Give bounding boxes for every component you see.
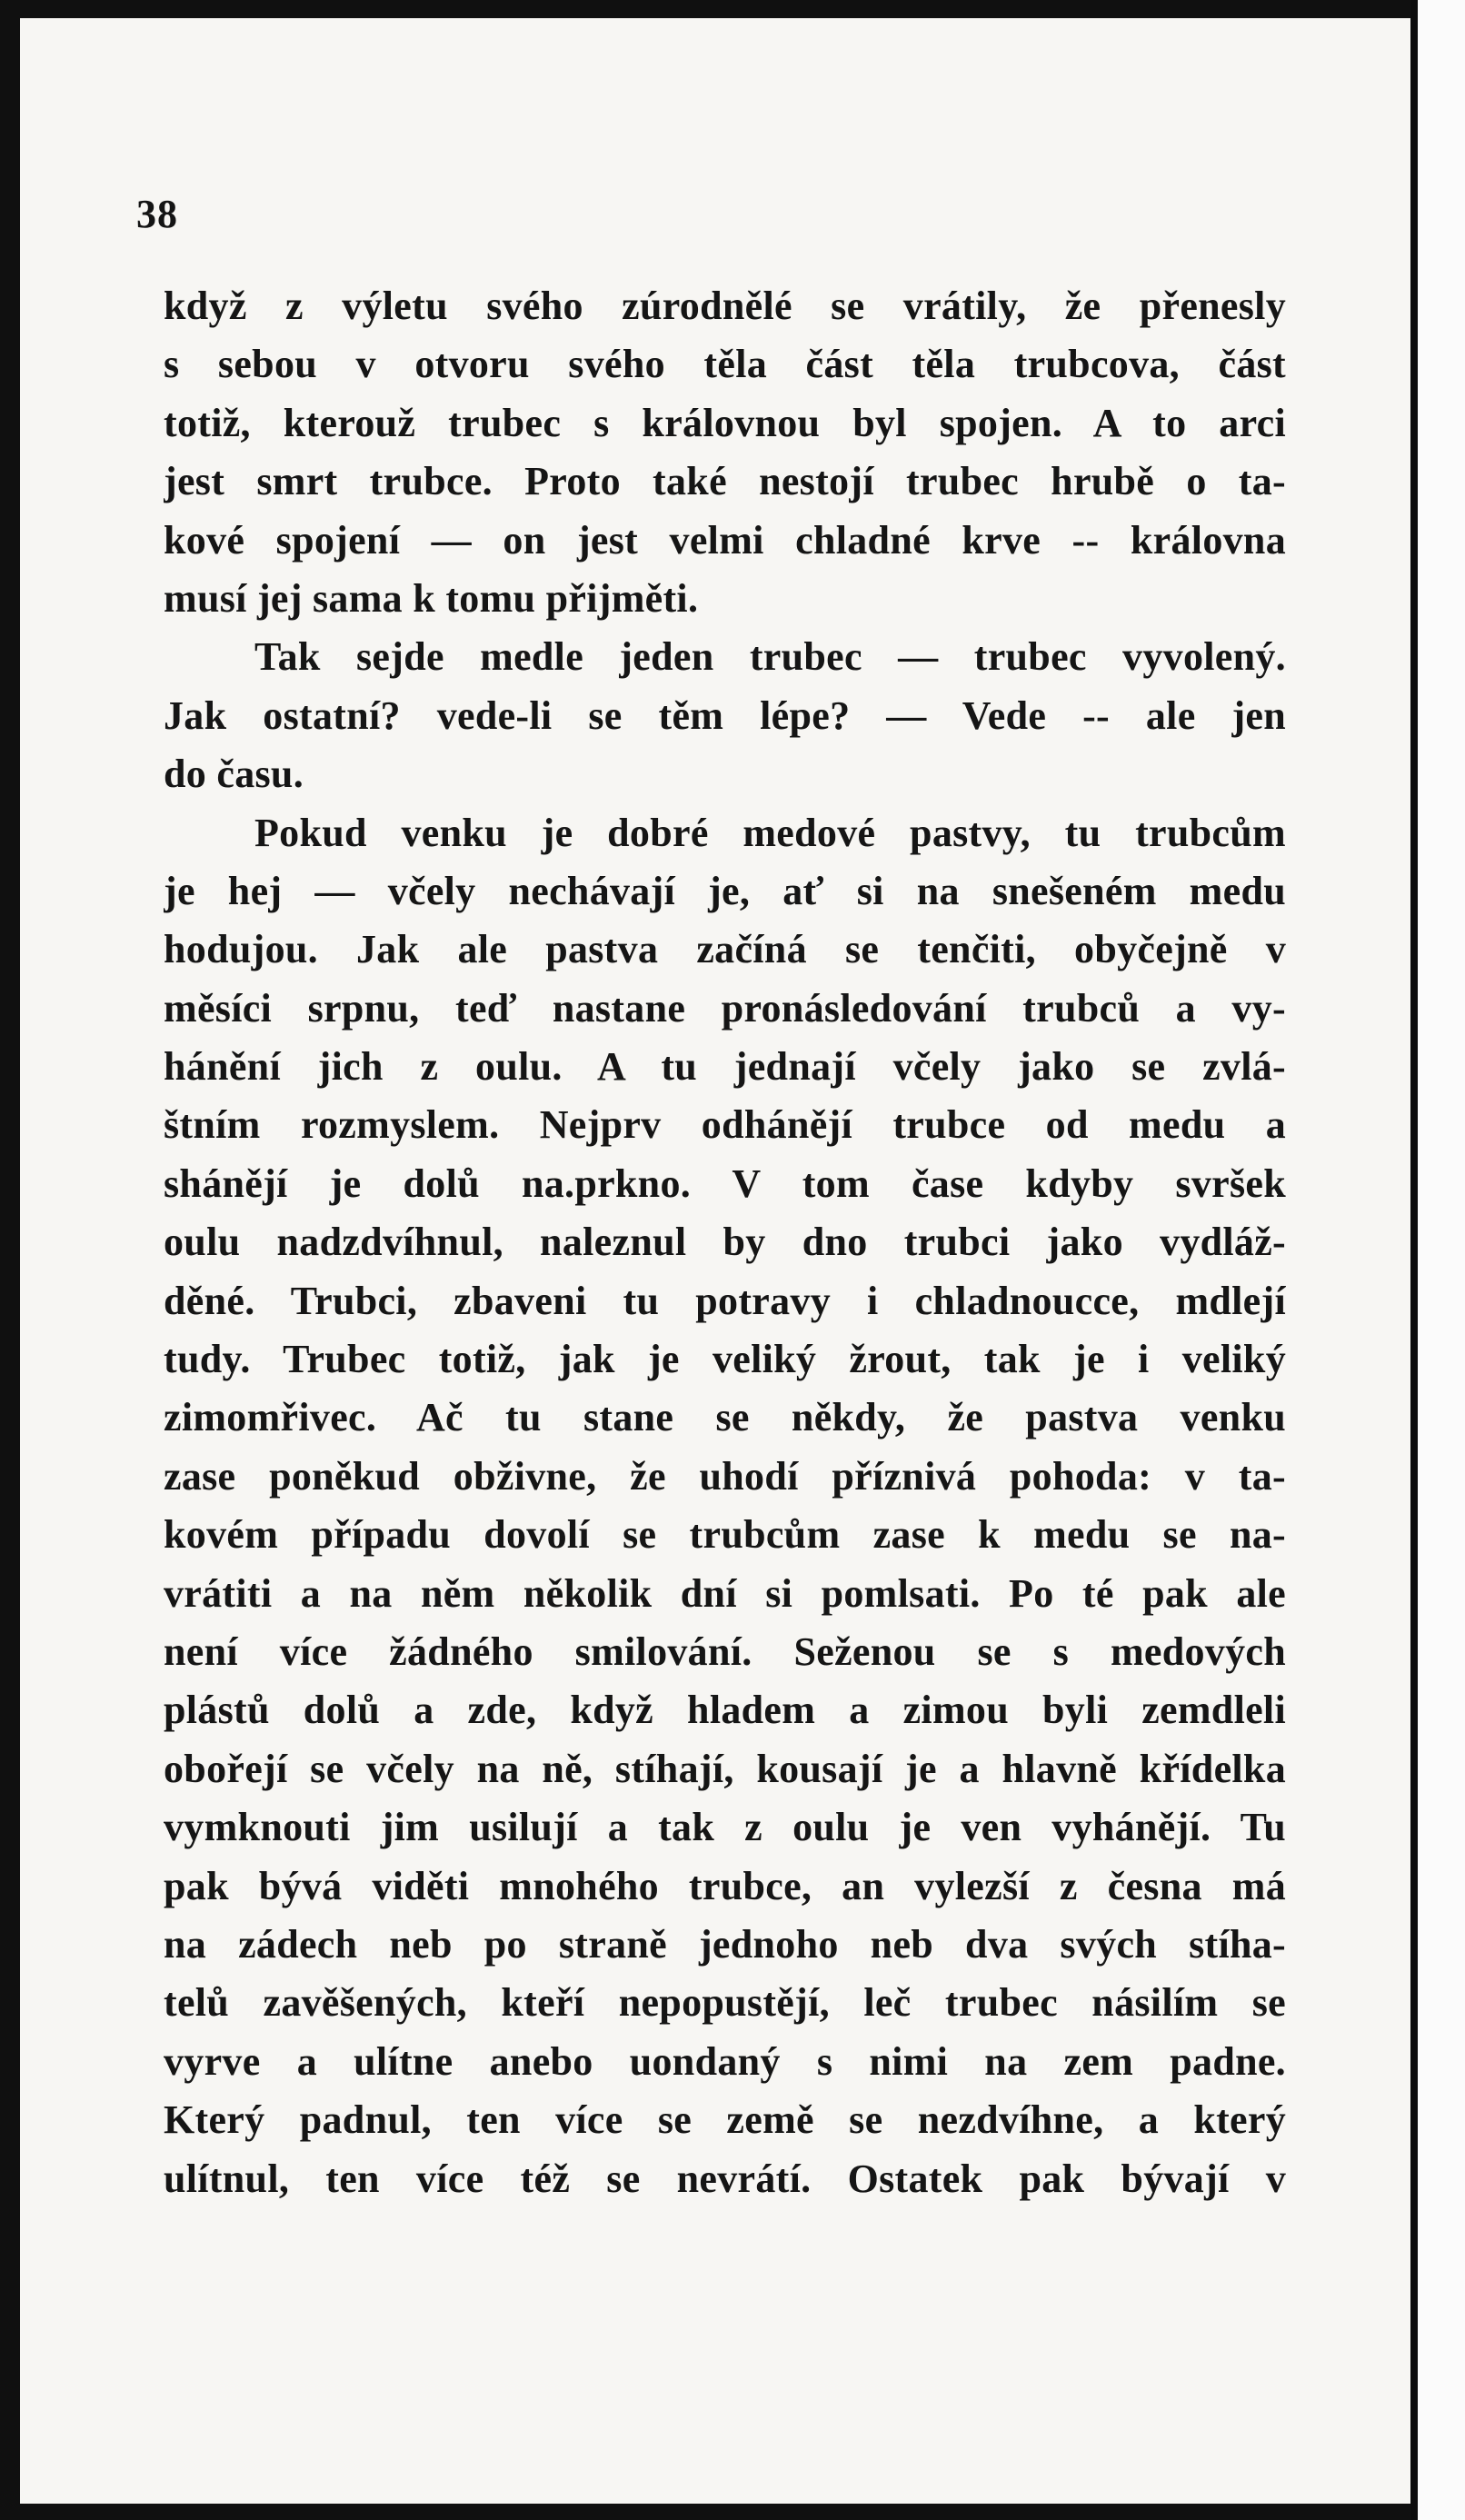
text-line: tudy. Trubec totiž, jak je veliký žrout, tak je i veliký: [164, 1337, 1286, 1382]
text-line: zimomřivec. Ač tu stane se někdy, že pastva venku: [164, 1395, 1286, 1440]
text-line: měsíci srpnu, teď nastane pronásledování trubců a vy-: [164, 985, 1286, 1031]
text-line: kové spojení — on jest velmi chladné krve -- královna: [164, 517, 1286, 563]
text-line: štním rozmyslem. Nejprv odhánějí trubce od medu a: [164, 1102, 1286, 1148]
text-line: totiž, kterouž trubec s královnou byl spojen. A to arci: [164, 400, 1286, 445]
text-line: do času.: [164, 752, 304, 797]
text-line: musí jej sama k tomu přijměti.: [164, 575, 699, 621]
text-line: Který padnul, ten více se země se nezdvíhne, a který: [164, 2097, 1286, 2143]
text-line: když z výletu svého zúrodnělé se vrátily, že přenesly: [164, 284, 1286, 328]
text-line: Pokud venku je dobré medové pastvy, tu trubcům: [254, 810, 1286, 855]
text-line: pak bývá viděti mnohého trubce, an vylezší z česna má: [164, 1863, 1286, 1908]
text-line: hodujou. Jak ale pastva začíná se tenčiti, obyčejně v: [164, 927, 1286, 972]
text-line: vyrve a ulítne anebo uondaný s nimi na zem padne.: [164, 2038, 1286, 2084]
page-number: 38: [136, 192, 178, 236]
text-line: Tak sejde medle jeden trubec — trubec vyvolený.: [254, 634, 1286, 680]
text-line: zase poněkud obživne, že uhodí příznivá pohoda: v ta-: [164, 1453, 1286, 1499]
text-line: shánějí je dolů na.prkno. V tom čase kdyby svršek: [164, 1160, 1286, 1206]
text-line: kovém případu dovolí se trubcům zase k medu se na-: [164, 1512, 1286, 1558]
text-line: obořejí se včely na ně, stíhají, kousají je a hlavně křídelka: [164, 1746, 1286, 1791]
text-line: oulu nadzdvíhnul, naleznul by dno trubci jako vydláž-: [164, 1220, 1286, 1265]
text-line: je hej — včely nechávají je, ať si na snešeném medu: [164, 868, 1286, 913]
text-line: plástů dolů a zde, když hladem a zimou byli zemdleli: [164, 1688, 1286, 1733]
text-line: děné. Trubci, zbaveni tu potravy i chladnoucce, mdlejí: [164, 1278, 1286, 1323]
text-line: Jak ostatní? vede-li se těm lépe? — Vede -- ale jen: [164, 692, 1286, 738]
text-line: vrátiti a na něm několik dní si pomlsati. Po té pak ale: [164, 1570, 1286, 1616]
text-line: jest smrt trubce. Proto také nestojí trubec hrubě o ta-: [164, 459, 1286, 504]
text-line: ulítnul, ten více též se nevrátí. Ostatek pak bývají v: [164, 2156, 1286, 2201]
text-line: hánění jich z oulu. A tu jednají včely jako se zvlá-: [164, 1044, 1286, 1090]
text-line: vymknouti jim usilují a tak z oulu je ven vyhánějí. Tu: [164, 1805, 1286, 1850]
text-line: není více žádného smilování. Seženou se s medových: [164, 1629, 1286, 1674]
text-line: na zádech neb po straně jednoho neb dva svých stíha-: [164, 1921, 1286, 1967]
page-text: [164, 277, 1286, 2208]
text-line: s sebou v otvoru svého těla část těla trubcova, část: [164, 342, 1286, 387]
page-edge: [1410, 0, 1465, 2520]
text-line: telů zavěšených, kteří nepopustějí, leč trubec násilím se: [164, 1980, 1286, 2026]
